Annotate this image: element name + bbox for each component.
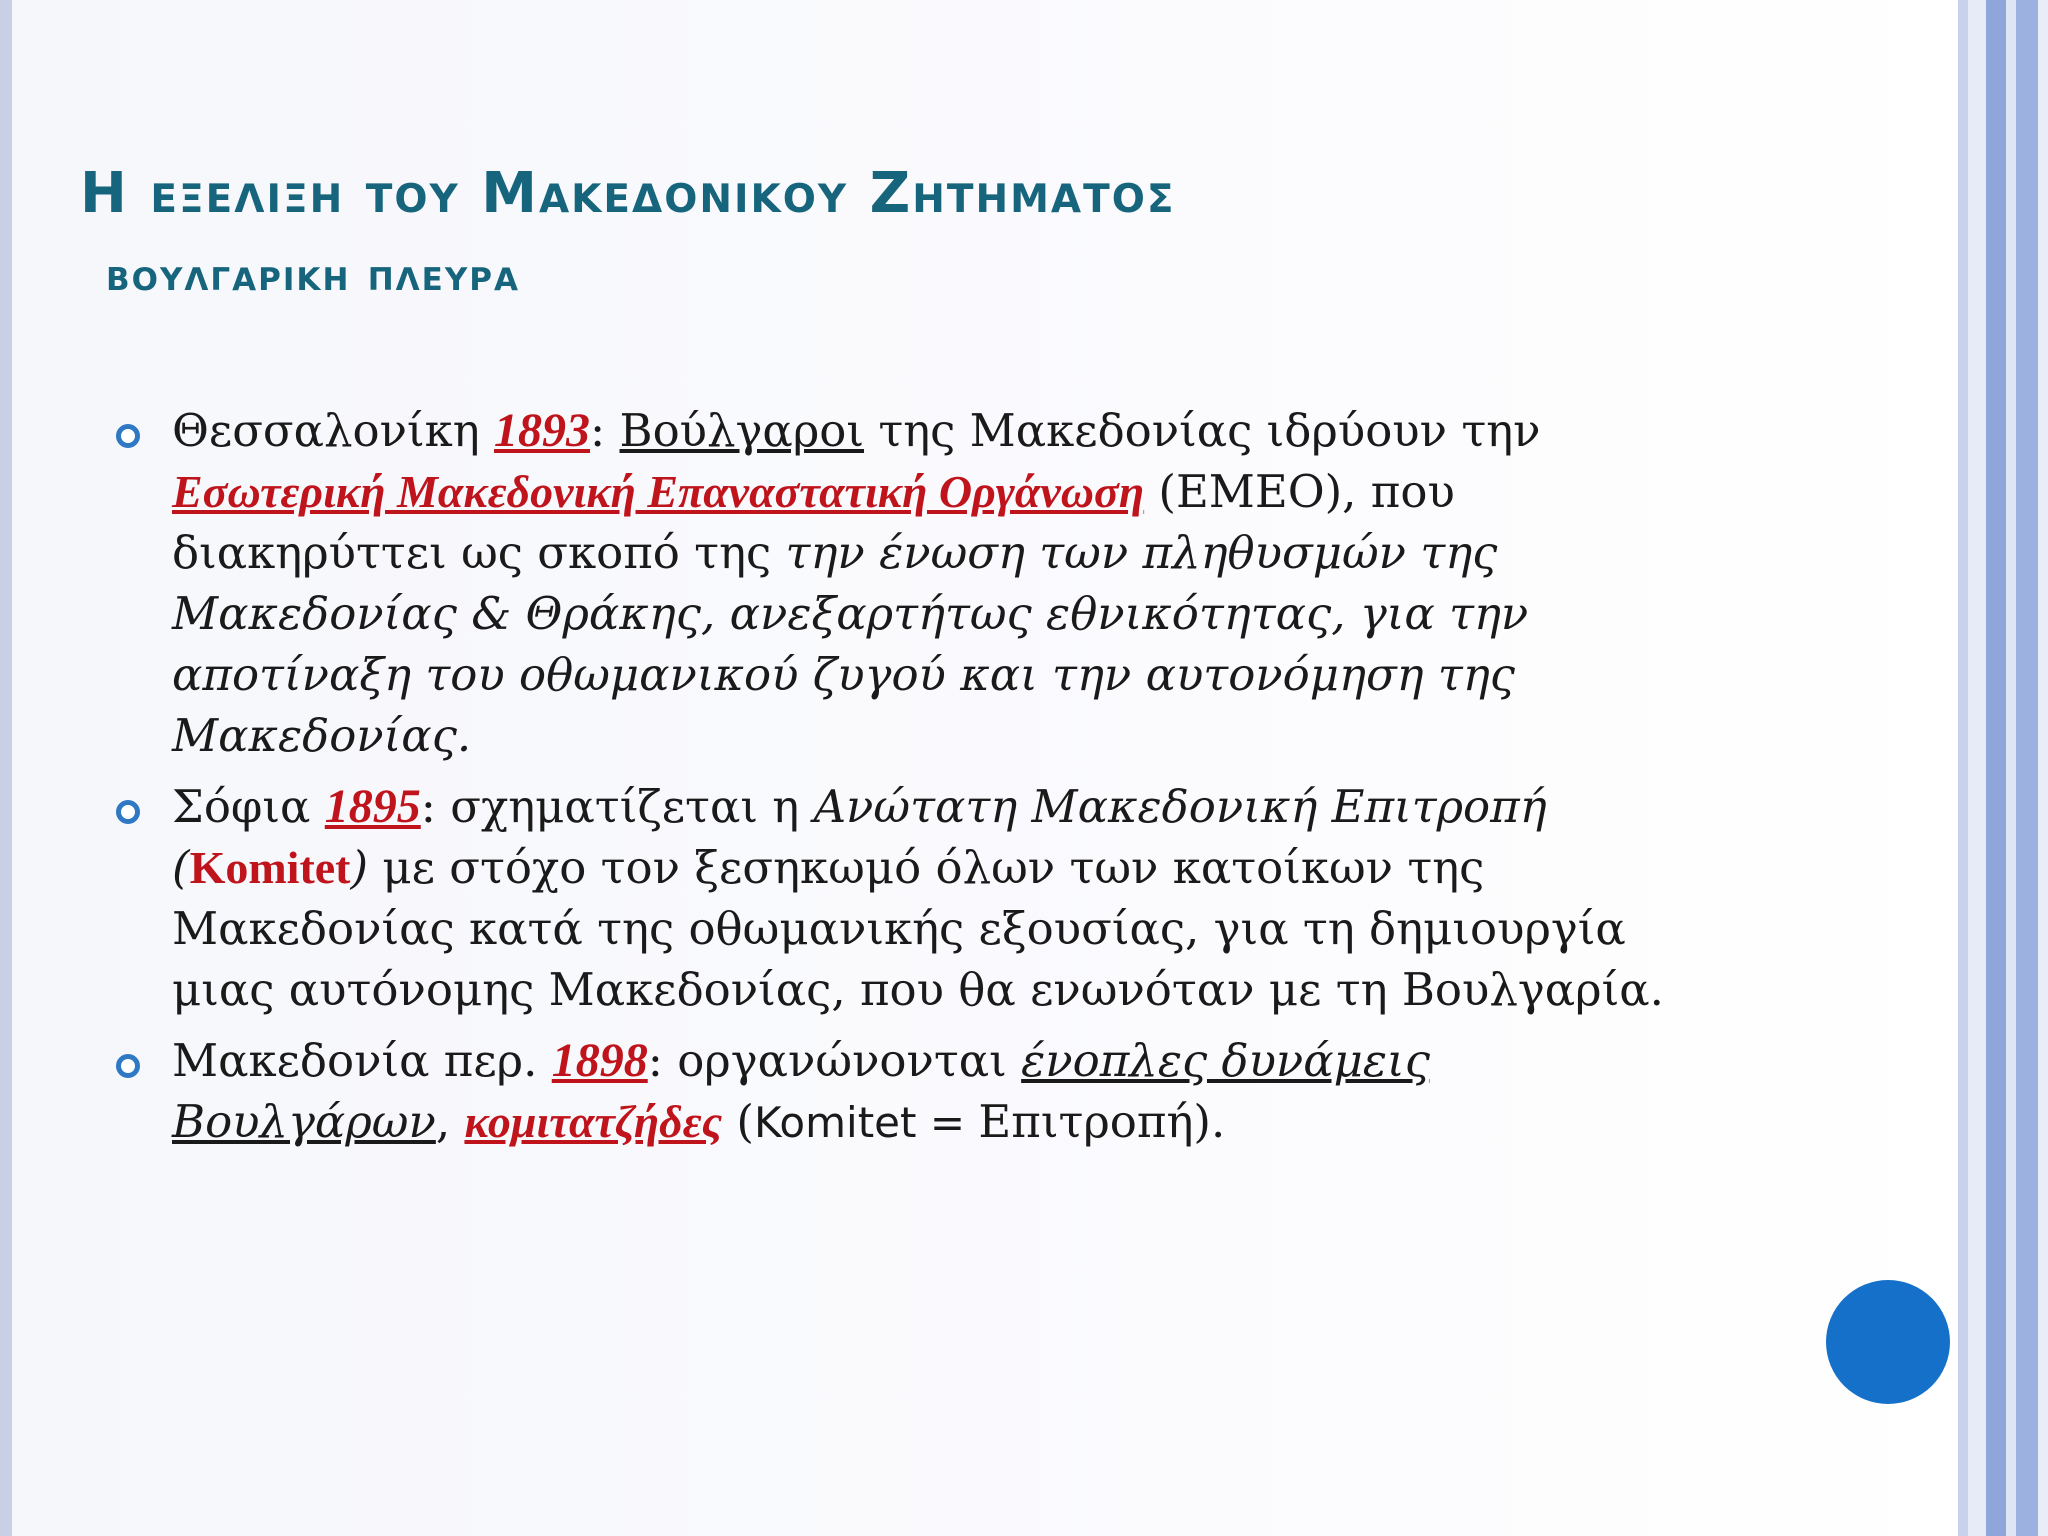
bullet-icon: [116, 424, 140, 448]
item-text: (: [722, 1095, 754, 1148]
decorative-circle: [1826, 1280, 1950, 1404]
item-text-underlined: Βούλγαροι: [619, 404, 865, 457]
item-text: : σχηματίζεται η: [420, 780, 814, 833]
item-text-italic: την ένωση των πληθυσμών της Μακεδονίας & Θράκης, ανεξαρτήτως εθνικότητας, για την αποτίναξη του οθωμανικού ζυγού και την αυτονόμηση της Μακεδονίας.: [172, 526, 1529, 762]
item-text: (: [172, 841, 190, 894]
bullet-icon: [116, 1054, 140, 1078]
organization-name: Εσωτερική Μακεδονική Επαναστατική Οργάνωση: [172, 466, 1145, 517]
item-text: Επιτροπή).: [978, 1095, 1226, 1148]
item-text: (ΕΜΕΟ), που διακηρύττει ως σκοπό της: [172, 465, 1455, 579]
komitet-term: Komitet: [189, 842, 351, 893]
list-item: [110, 776, 1700, 1020]
item-text: Μακεδονία περ.: [172, 1034, 552, 1087]
slide-title-line1: Η εξελιξη του Μακεδονικου Ζητηματος: [80, 161, 1176, 226]
side-stripe: [1968, 0, 1986, 1536]
side-stripe: [1958, 0, 1968, 1536]
item-text: με στόχο τον ξεσηκωμό όλων των κατοίκων της Μακεδονίας κατά της οθωμανικής εξουσίας, για τη δημιουργία μιας αυτόνομης Μακεδονίας, που θα ενωνόταν με τη Βουλγαρία.: [172, 841, 1664, 1016]
list-item: [110, 1030, 1700, 1153]
item-text: Θεσσαλονίκη: [172, 404, 495, 457]
year-highlight: 1898: [551, 1034, 648, 1087]
year-highlight: 1895: [324, 780, 421, 833]
item-text: ,: [435, 1095, 465, 1148]
side-stripe: [2038, 0, 2048, 1536]
komitadjis-term: κομιτατζήδες: [464, 1096, 723, 1147]
item-text: : οργανώνονται: [647, 1034, 1022, 1087]
bullet-list: [110, 400, 1700, 1163]
item-text: της Μακεδονίας ιδρύουν την: [864, 404, 1541, 457]
item-text: ): [350, 841, 369, 894]
bullet-icon: [116, 800, 140, 824]
item-text-underlined: ένοπλες δυνάμεις Βουλγάρων: [172, 1034, 1430, 1148]
side-stripe: [1986, 0, 2006, 1536]
side-stripe: [2006, 0, 2016, 1536]
item-text: Komitet =: [753, 1098, 979, 1147]
slide-subtitle: βουλγαρικη πλευρα: [106, 250, 520, 301]
list-item: [110, 400, 1700, 766]
side-stripe: [2016, 0, 2038, 1536]
item-text: Σόφια: [172, 780, 325, 833]
item-text-italic: Ανώτατη Μακεδονική Επιτροπή: [813, 780, 1547, 833]
slide-title: [80, 158, 1940, 306]
item-text: :: [590, 404, 620, 457]
year-highlight: 1893: [494, 404, 591, 457]
